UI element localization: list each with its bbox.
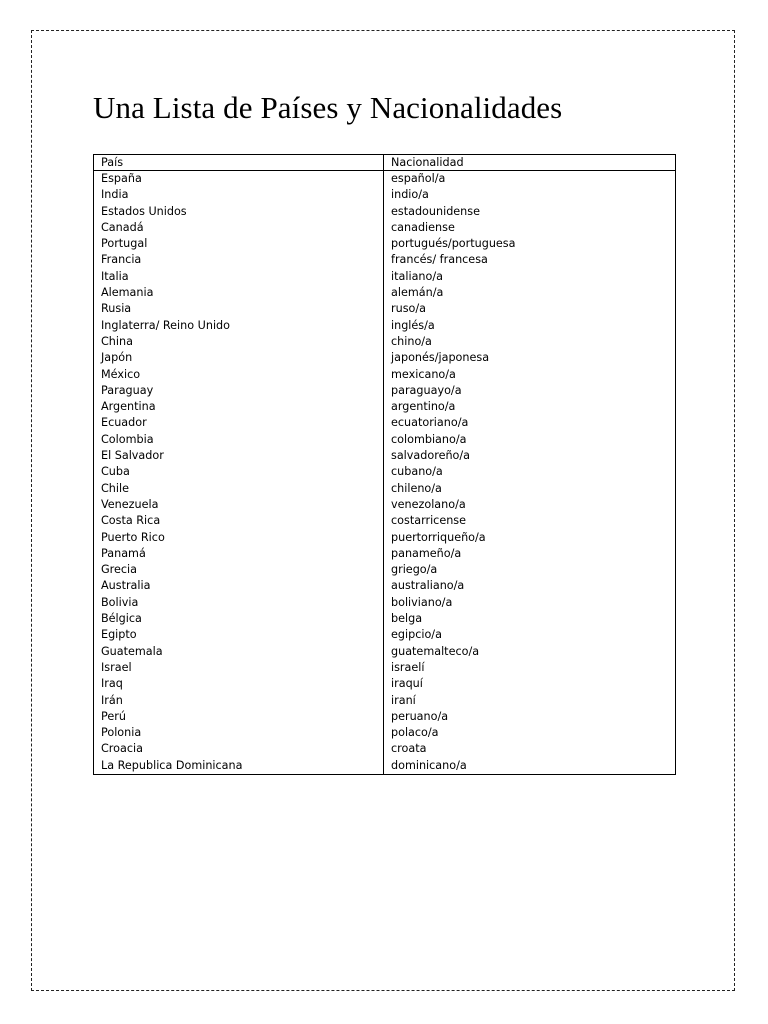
table-row — [94, 660, 676, 676]
nationality-cell: costarricense — [384, 513, 676, 529]
country-cell: Bélgica — [94, 611, 384, 627]
nationality-cell: puertorriqueño/a — [384, 530, 676, 546]
country-cell: Canadá — [94, 220, 384, 236]
table-body — [94, 171, 676, 775]
table-row — [94, 530, 676, 546]
country-cell: Chile — [94, 481, 384, 497]
table-row — [94, 725, 676, 741]
table-row — [94, 758, 676, 775]
nationality-cell: alemán/a — [384, 285, 676, 301]
country-cell: Iraq — [94, 676, 384, 692]
country-cell: Colombia — [94, 432, 384, 448]
country-cell: Egipto — [94, 627, 384, 643]
country-cell: Perú — [94, 709, 384, 725]
nationality-cell: canadiense — [384, 220, 676, 236]
table-row — [94, 399, 676, 415]
nationality-cell: japonés/japonesa — [384, 350, 676, 366]
table-row — [94, 611, 676, 627]
table-row — [94, 204, 676, 220]
table-row — [94, 383, 676, 399]
nationality-cell: argentino/a — [384, 399, 676, 415]
table-row — [94, 481, 676, 497]
country-cell: El Salvador — [94, 448, 384, 464]
nationality-cell: polaco/a — [384, 725, 676, 741]
header-country: País — [94, 155, 384, 171]
nationality-cell: iraní — [384, 693, 676, 709]
country-cell: Bolivia — [94, 595, 384, 611]
nationality-cell: indio/a — [384, 187, 676, 203]
country-cell: Australia — [94, 578, 384, 594]
table-row — [94, 432, 676, 448]
table-row — [94, 220, 676, 236]
nationality-cell: salvadoreño/a — [384, 448, 676, 464]
country-cell: España — [94, 171, 384, 188]
nationality-cell: mexicano/a — [384, 367, 676, 383]
country-cell: Panamá — [94, 546, 384, 562]
country-cell: Polonia — [94, 725, 384, 741]
table-row — [94, 236, 676, 252]
table-row — [94, 301, 676, 317]
country-cell: Italia — [94, 269, 384, 285]
table-row — [94, 741, 676, 757]
nationality-cell: ecuatoriano/a — [384, 415, 676, 431]
table-row — [94, 448, 676, 464]
table-row — [94, 627, 676, 643]
country-cell: Argentina — [94, 399, 384, 415]
table-row — [94, 578, 676, 594]
nationality-cell: español/a — [384, 171, 676, 188]
table-row — [94, 497, 676, 513]
nationality-cell: estadounidense — [384, 204, 676, 220]
table-row — [94, 676, 676, 692]
nationality-cell: panameño/a — [384, 546, 676, 562]
country-cell: Francia — [94, 252, 384, 268]
nationality-cell: colombiano/a — [384, 432, 676, 448]
nationality-cell: israelí — [384, 660, 676, 676]
nationality-cell: dominicano/a — [384, 758, 676, 775]
nationality-cell: egipcio/a — [384, 627, 676, 643]
nationality-cell: boliviano/a — [384, 595, 676, 611]
table-header-row — [94, 155, 676, 171]
table-row — [94, 318, 676, 334]
country-cell: India — [94, 187, 384, 203]
nationality-cell: australiano/a — [384, 578, 676, 594]
country-cell: México — [94, 367, 384, 383]
country-cell: Cuba — [94, 464, 384, 480]
country-cell: Rusia — [94, 301, 384, 317]
nationality-cell: guatemalteco/a — [384, 644, 676, 660]
table-row — [94, 252, 676, 268]
nationality-cell: italiano/a — [384, 269, 676, 285]
table-row — [94, 464, 676, 480]
nationality-cell: peruano/a — [384, 709, 676, 725]
header-nationality: Nacionalidad — [384, 155, 676, 171]
country-cell: Costa Rica — [94, 513, 384, 529]
table-row — [94, 513, 676, 529]
table-row — [94, 367, 676, 383]
nationality-cell: cubano/a — [384, 464, 676, 480]
nationality-cell: iraquí — [384, 676, 676, 692]
nationality-cell: croata — [384, 741, 676, 757]
country-cell: Alemania — [94, 285, 384, 301]
nationality-cell: paraguayo/a — [384, 383, 676, 399]
table-row — [94, 709, 676, 725]
country-cell: Puerto Rico — [94, 530, 384, 546]
nationality-cell: inglés/a — [384, 318, 676, 334]
table-row — [94, 644, 676, 660]
table-row — [94, 285, 676, 301]
table-row — [94, 415, 676, 431]
country-cell: Guatemala — [94, 644, 384, 660]
table-row — [94, 595, 676, 611]
nationality-cell: chino/a — [384, 334, 676, 350]
country-cell: Grecia — [94, 562, 384, 578]
table-row — [94, 171, 676, 188]
nationality-cell: griego/a — [384, 562, 676, 578]
table-row — [94, 334, 676, 350]
nationality-cell: chileno/a — [384, 481, 676, 497]
nationality-cell: belga — [384, 611, 676, 627]
table-row — [94, 187, 676, 203]
table-row — [94, 350, 676, 366]
country-cell: Irán — [94, 693, 384, 709]
nationality-cell: portugués/portuguesa — [384, 236, 676, 252]
country-cell: Japón — [94, 350, 384, 366]
country-cell: La Republica Dominicana — [94, 758, 384, 775]
country-cell: Inglaterra/ Reino Unido — [94, 318, 384, 334]
document-title: Una Lista de Países y Nacionalidades — [93, 90, 563, 125]
country-cell: China — [94, 334, 384, 350]
country-cell: Paraguay — [94, 383, 384, 399]
nationality-cell: venezolano/a — [384, 497, 676, 513]
nationality-cell: ruso/a — [384, 301, 676, 317]
country-cell: Ecuador — [94, 415, 384, 431]
countries-table — [93, 154, 676, 775]
country-cell: Estados Unidos — [94, 204, 384, 220]
table-row — [94, 269, 676, 285]
country-cell: Venezuela — [94, 497, 384, 513]
country-cell: Israel — [94, 660, 384, 676]
table-row — [94, 693, 676, 709]
table-row — [94, 562, 676, 578]
table-row — [94, 546, 676, 562]
country-cell: Croacia — [94, 741, 384, 757]
country-cell: Portugal — [94, 236, 384, 252]
nationality-cell: francés/ francesa — [384, 252, 676, 268]
